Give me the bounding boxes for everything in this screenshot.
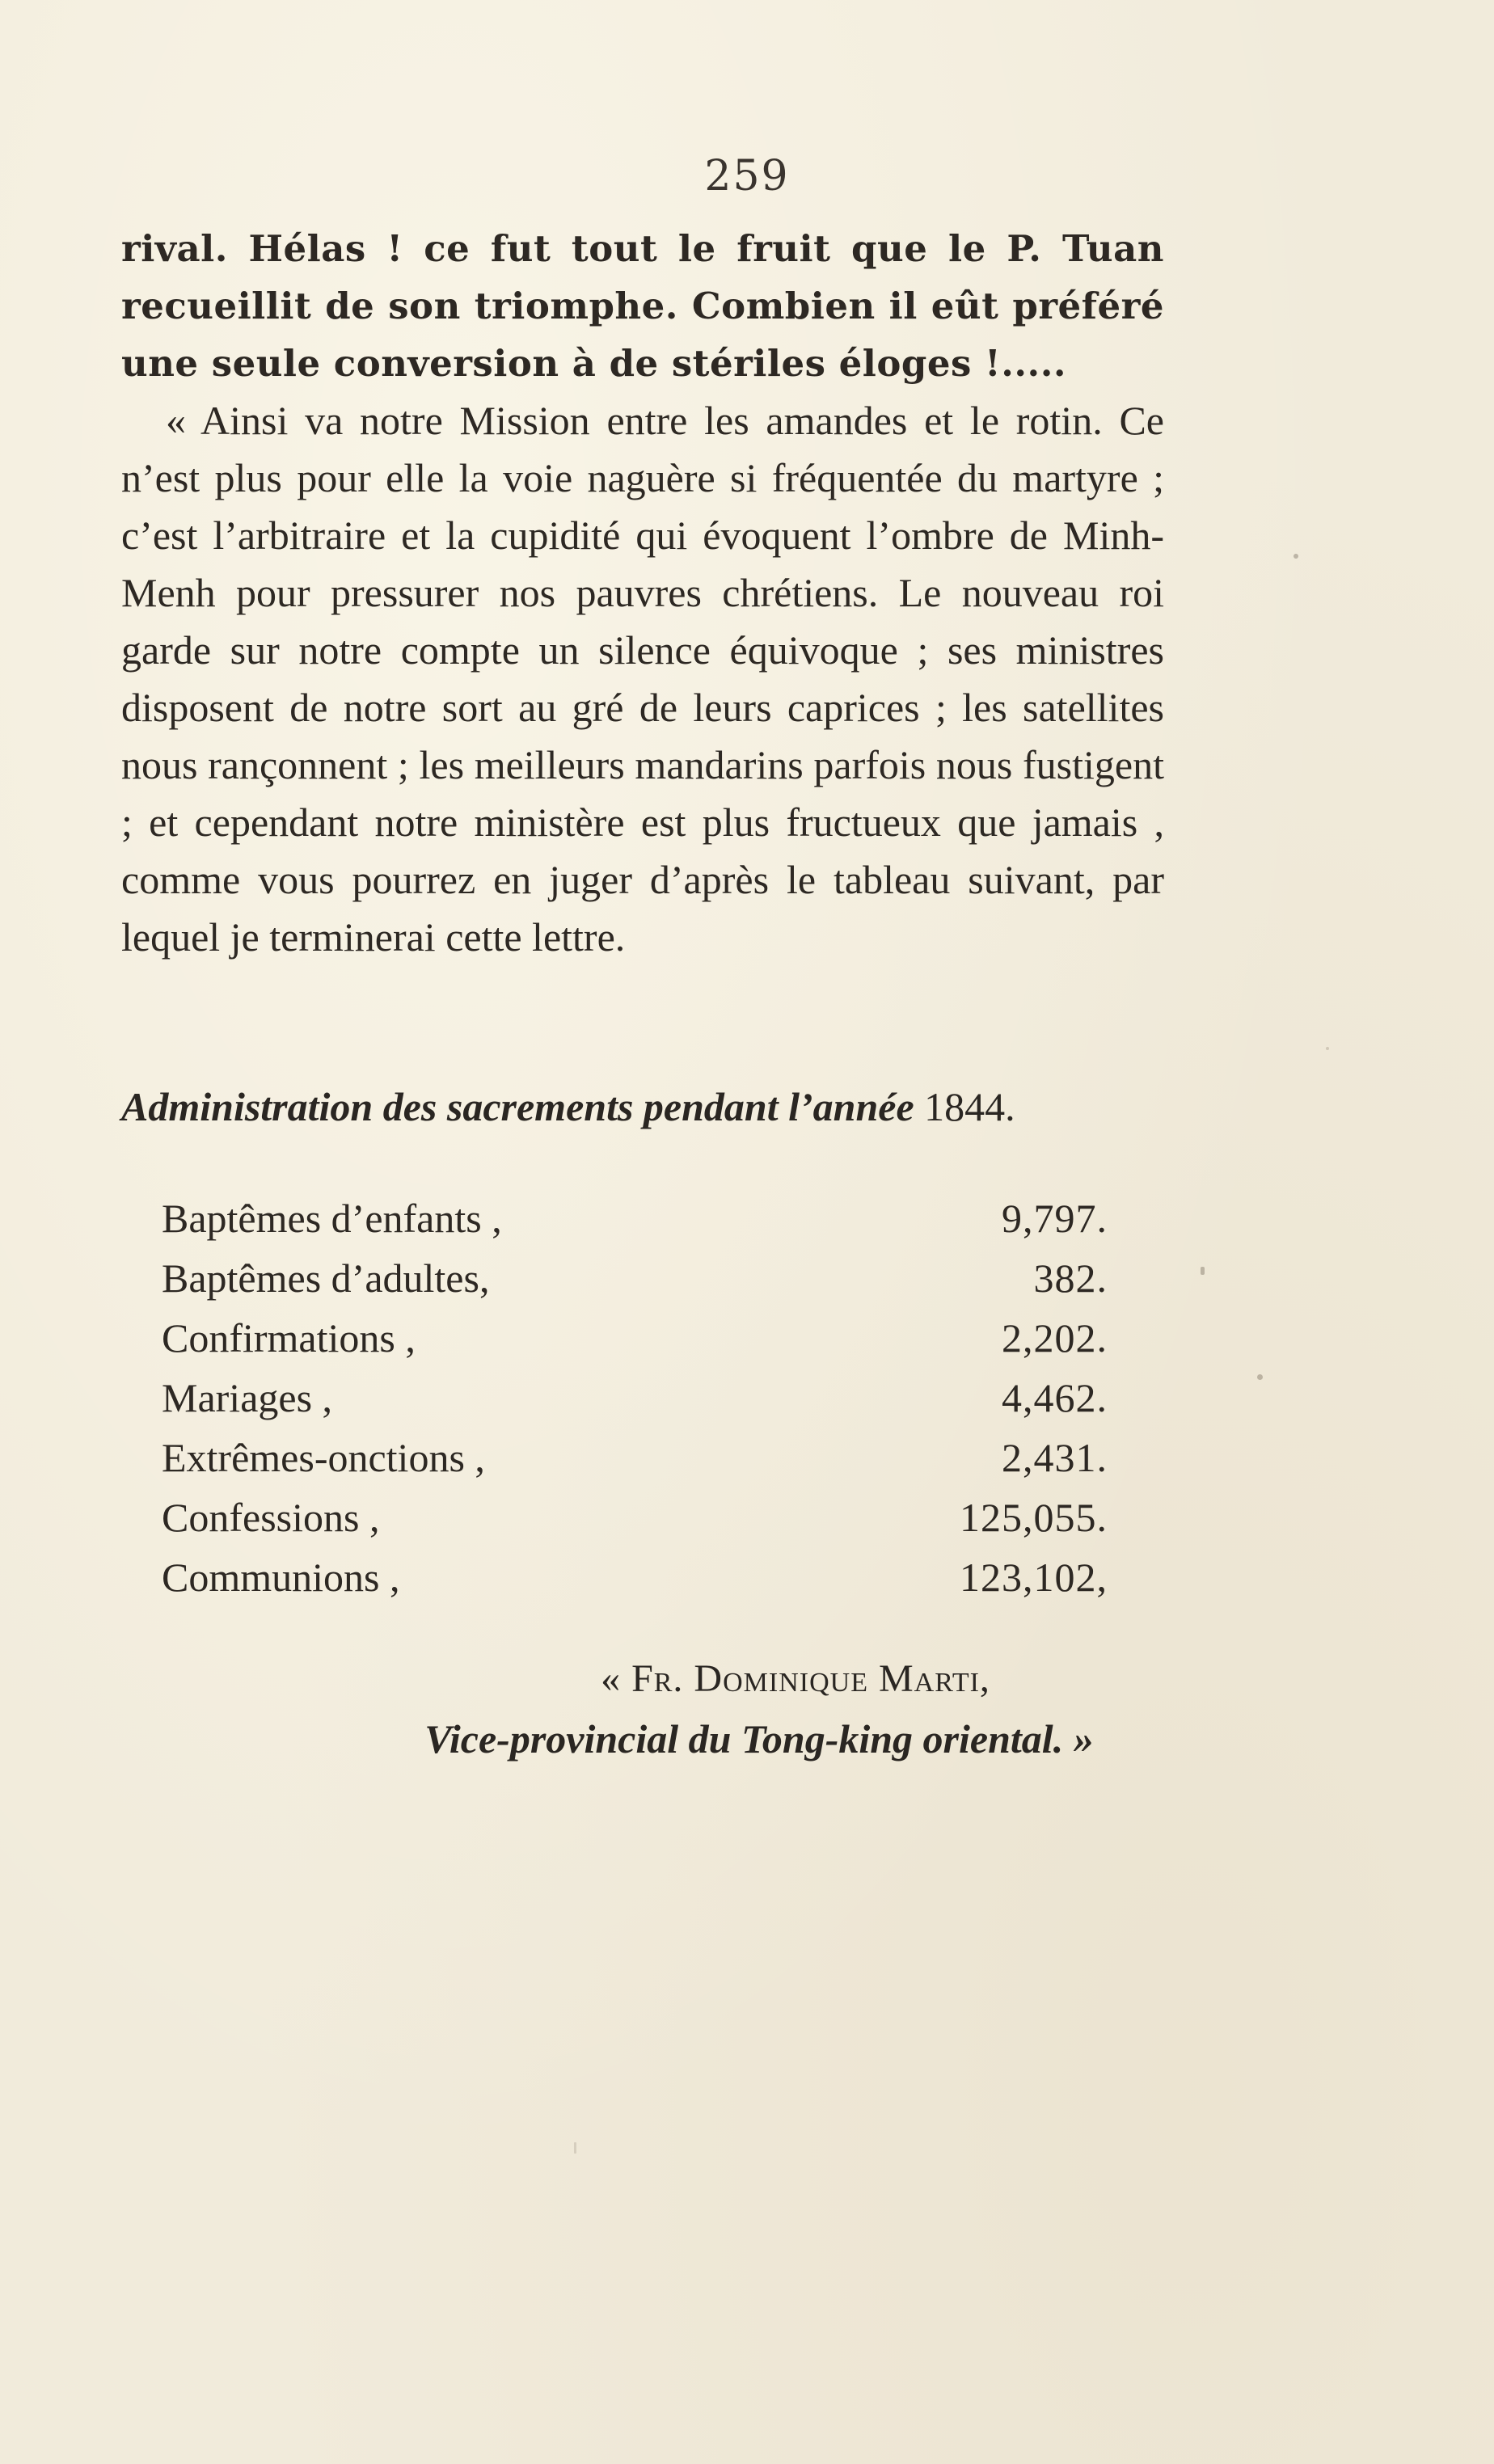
row-label: Baptêmes d’adultes, [162, 1255, 490, 1301]
table-row [162, 1487, 1108, 1547]
paper-speck [574, 2142, 576, 2154]
signature-name: « Fr. Dominique Marti, [601, 1657, 990, 1700]
paragraph-mission: « Ainsi va notre Mission entre les amandes et le rotin. Ce n’est plus pour elle la voie naguère si fréquentée du martyre ; c’est l’arbitraire et la cupidité qui évoquent l’ombre de Minh-Menh pour pressurer nos pauvres chrétiens. Le nouveau roi garde sur notre compte un silence équivoque ; ses ministres disposent de notre sort au gré de leurs caprices ; les satellites nous rançonnent ; les meilleurs mandarins parfois nous fustigent ; et cependant notre ministère est plus fructueux que jamais , comme vous pourrez en juger d’après le tableau suivant, par lequel je terminerai cette lettre. [121, 398, 1164, 960]
row-value: 123,102, [960, 1555, 1108, 1600]
row-label: Mariages , [162, 1375, 333, 1420]
page-number: 259 [704, 152, 790, 200]
row-label: Baptêmes d’enfants , [162, 1196, 502, 1241]
row-value: 125,055. [960, 1495, 1108, 1540]
signature-title: Vice-provincial du Tong-king oriental. » [424, 1716, 1094, 1762]
paragraph-continuation: rival. Hélas ! ce fut tout le fruit que le P. Tuan recueillit de son triomphe. Combien il eût préféré une seule conversion à de stériles éloges !..... [121, 227, 1164, 385]
row-value: 9,797. [1002, 1196, 1108, 1241]
table-row [162, 1188, 1108, 1248]
table-row [162, 1428, 1108, 1487]
row-label: Confirmations , [162, 1315, 416, 1361]
row-label: Extrêmes-onctions , [162, 1435, 485, 1480]
table-row [162, 1248, 1108, 1308]
row-value: 2,431. [1002, 1435, 1108, 1480]
table-heading [121, 1083, 1172, 1130]
body-text [121, 220, 1164, 966]
table-heading-text: Administration des sacrements pendant l’année [121, 1084, 914, 1129]
signature-block [0, 1649, 1494, 1769]
row-value: 382. [1033, 1255, 1108, 1301]
table-row [162, 1547, 1108, 1607]
sacraments-table [162, 1188, 1108, 1607]
table-row [162, 1368, 1108, 1428]
paper-speck [1326, 1047, 1329, 1050]
paper-speck [1257, 1374, 1263, 1380]
row-value: 2,202. [1002, 1315, 1108, 1361]
row-value: 4,462. [1002, 1375, 1108, 1420]
table-heading-year: 1844. [924, 1084, 1015, 1129]
table-row [162, 1308, 1108, 1368]
row-label: Confessions , [162, 1495, 380, 1540]
row-label: Communions , [162, 1555, 400, 1600]
paper-speck [1201, 1267, 1205, 1275]
paper-speck [1294, 554, 1298, 559]
